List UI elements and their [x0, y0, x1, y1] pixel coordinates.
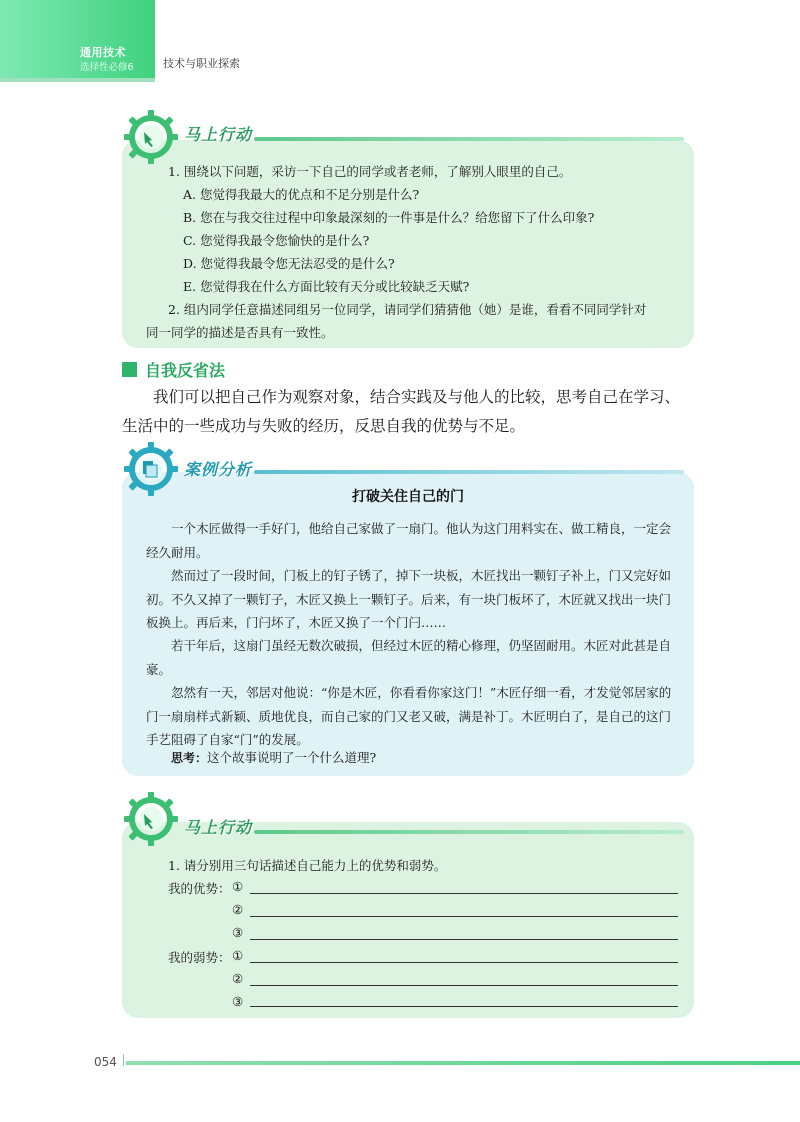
gear-icon	[122, 790, 180, 848]
action1-line-6: E. 您觉得我在什么方面比较有天分或比较缺乏天赋?	[183, 279, 470, 294]
book-title: 通用技术	[80, 46, 126, 59]
weakness-marker-1: ①	[232, 948, 244, 963]
book-subtitle: 选择性必修6	[80, 62, 134, 73]
weakness-blank-2[interactable]	[250, 985, 678, 986]
weakness-blank-1[interactable]	[250, 962, 678, 963]
section-title: 自我反省法	[145, 361, 226, 380]
action1-line-5: D. 您觉得我最令您无法忍受的是什么?	[183, 256, 395, 271]
header-stripe	[0, 78, 155, 82]
action2-instruction: 1. 请分别用三句话描述自己能力上的优势和弱势。	[168, 858, 447, 873]
section-body: 我们可以把自己作为观察对象，结合实践及与他人的比较，思考自己在学习、生活中的一些成功与失败的经历，反思自我的优势与不足。	[122, 388, 681, 435]
weakness-marker-2: ②	[232, 971, 244, 986]
case-paragraph-2: 然而过了一段时间，门板上的钉子锈了，掉下一块板，木匠找出一颗钉子补上，门又完好如初。不久又掉了一颗钉子，木匠又换上一颗钉子。后来，有一块门板坏了，木匠就又找出一块门板换上。再后来，门闩坏了，木匠又换了一个门闩……	[146, 568, 672, 630]
action1-line-2: A. 您觉得我最大的优点和不足分别是什么?	[183, 187, 420, 202]
action1-line-4: C. 您觉得我最令您愉快的是什么?	[183, 233, 370, 248]
strength-blank-2[interactable]	[250, 916, 678, 917]
think-text: 这个故事说明了一个什么道理?	[207, 750, 377, 765]
title-rule-2	[254, 470, 684, 474]
strength-marker-1: ①	[232, 879, 244, 894]
gear-icon	[122, 108, 180, 166]
section-marker	[122, 362, 137, 377]
action1-line-7: 2. 组内同学任意描述同组另一位同学，请同学们猜猜他（她）是谁，看看不同同学针对	[168, 302, 647, 317]
case-label: 案例分析	[184, 460, 253, 479]
weakness-marker-3: ③	[232, 994, 244, 1009]
action-title-1: 马上行动	[184, 125, 253, 144]
title-rule-1	[254, 137, 684, 141]
action-box-2	[122, 822, 694, 1018]
think-label: 思考：	[171, 751, 208, 765]
case-paragraph-4: 忽然有一天，邻居对他说：“你是木匠，你看看你家这门！”木匠仔细一看，才发觉邻居家的门一扇扇样式新颖、质地优良，而自己家的门又老又破，满是补丁。木匠明白了，是自己的这门手艺阻碍了自家“门”的发展。	[146, 685, 672, 747]
action-title-2: 马上行动	[184, 818, 253, 837]
weaknesses-label: 我的弱势：	[168, 950, 231, 965]
case-paragraph-1: 一个木匠做得一手好门，他给自己家做了一扇门。他认为这门用料实在、做工精良，一定会经久耐用。	[146, 521, 672, 560]
strength-marker-3: ③	[232, 925, 244, 940]
think-question	[171, 746, 376, 771]
footer-divider	[123, 1054, 124, 1066]
action1-line-1: 1. 围绕以下问题，采访一下自己的同学或者老师，了解别人眼里的自己。	[168, 164, 572, 179]
weakness-blank-3[interactable]	[250, 1006, 678, 1007]
chapter-title: 技术与职业探索	[163, 57, 240, 70]
page-number: 054	[94, 1055, 117, 1069]
strength-blank-3[interactable]	[250, 939, 678, 940]
strength-blank-1[interactable]	[250, 893, 678, 894]
footer-bar	[126, 1061, 800, 1065]
case-title: 打破关住自己的门	[352, 489, 464, 505]
case-paragraph-3: 若干年后，这扇门虽经无数次破损，但经过木匠的精心修理，仍坚固耐用。木匠对此甚是自豪。	[146, 638, 672, 677]
action1-line-3: B. 您在与我交往过程中印象最深刻的一件事是什么？给您留下了什么印象?	[183, 210, 595, 225]
strength-marker-2: ②	[232, 902, 244, 917]
title-rule-3	[254, 830, 684, 834]
action1-line-8: 同一同学的描述是否具有一致性。	[146, 325, 334, 340]
strengths-label: 我的优势：	[168, 881, 231, 896]
